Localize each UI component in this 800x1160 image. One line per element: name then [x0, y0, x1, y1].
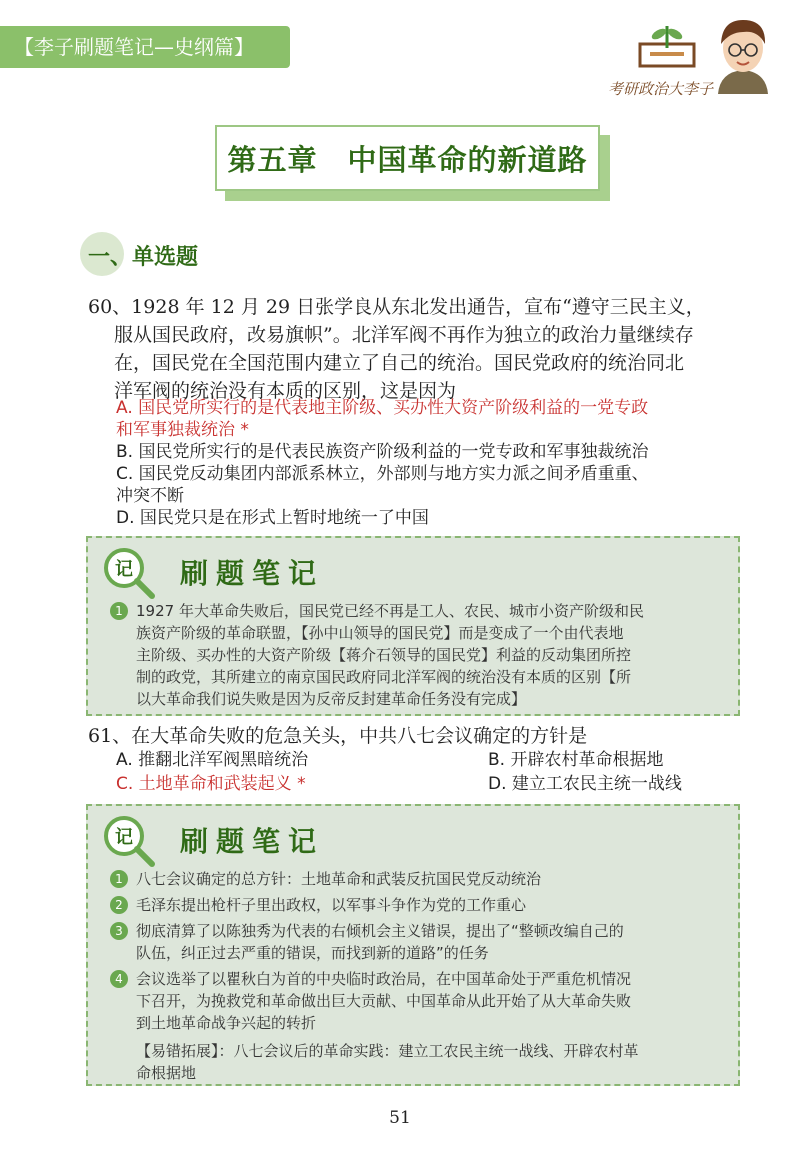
note-line: 到土地革命战争兴起的转折 — [136, 1014, 317, 1032]
note-line: 族资产阶级的革命联盟，【孙中山领导的国民党】而是变成了一个由代表地 — [136, 624, 624, 642]
option-c: C. 国民党反动集团内部派系林立，外部则与地方实力派之间矛盾重重、 — [116, 464, 649, 484]
note-line: 制的政党，其所建立的南京国民政府同北洋军阀的统治没有本质的区别【所 — [136, 668, 632, 686]
note-line: 以大革命我们说失败是因为反帝反封建革命任务没有完成】 — [136, 690, 527, 708]
bullet-1-icon: 1 — [110, 602, 128, 620]
chapter-title-box — [215, 125, 610, 201]
chapter-title: 第五章 中国革命的新道路 — [215, 125, 600, 191]
bullet-4-icon: 4 — [110, 970, 128, 988]
note-icon-label: 记 — [115, 559, 133, 580]
note-box-1 — [86, 536, 740, 716]
question-60-line-4: 洋军阀的统治没有本质的区别，这是因为 — [114, 380, 457, 402]
option-d: D. 国民党只是在形式上暂时地统一了中国 — [116, 508, 429, 528]
note-box-2 — [86, 804, 740, 1086]
note-title: 刷题笔记 — [180, 557, 325, 590]
brand-logo-icon — [632, 22, 702, 70]
option-a: A. 国民党所实行的是代表地主阶级、买办性大资产阶级利益的一党专政 — [116, 398, 649, 418]
option-d: D. 建立工农民主统一战线 — [488, 774, 682, 794]
note-line: 命根据地 — [136, 1064, 197, 1082]
question-60-line-3: 在，国民党在全国范围内建立了自己的统治。国民党政府的统治同北 — [114, 352, 685, 374]
avatar-icon — [712, 14, 774, 94]
bullet-2-icon: 2 — [110, 896, 128, 914]
brand-text: 考研政治大李子 — [608, 80, 714, 98]
note-line: 主阶级、买办性的大资产阶级【蒋介石领导的国民党】利益的反动集团所控 — [136, 646, 632, 664]
note-line: 队伍，纠正过去严重的错误，而找到新的道路”的任务 — [136, 944, 489, 962]
section-title: 一、单选题 — [88, 245, 199, 270]
option-b: B. 国民党所实行的是代表民族资产阶级利益的一党专政和军事独裁统治 — [116, 442, 649, 462]
bullet-1-icon: 1 — [110, 870, 128, 888]
note-line: 2 毛泽东提出枪杆子里出政权，以军事斗争作为党的工作重心 — [110, 894, 526, 917]
option-a: A. 推翻北洋军阀黑暗统治 — [116, 750, 309, 770]
option-a-cont: 和军事独裁统治 * — [116, 420, 249, 440]
question-60-line-2: 服从国民政府，改易旗帜”。北洋军阀不再作为独立的政治力量继续存 — [114, 324, 694, 346]
note-line: 下召开，为挽救党和革命做出巨大贡献、中国革命从此开始了从大革命失败 — [136, 992, 632, 1010]
note-title: 刷题笔记 — [180, 825, 325, 858]
option-b: B. 开辟农村革命根据地 — [488, 750, 664, 770]
magnifier-icon — [100, 812, 156, 868]
note-line: 4 会议选举了以瞿秋白为首的中央临时政治局，在中国革命处于严重危机情况 — [110, 968, 631, 991]
page-number: 51 — [389, 1108, 411, 1128]
note-line: 【易错拓展】：八七会议后的革命实践：建立工农民主统一战线、开辟农村革 — [136, 1042, 639, 1060]
option-c: C. 土地革命和武装起义 * — [116, 774, 306, 794]
note-line: 1 1927 年大革命失败后，国民党已经不再是工人、农民、城市小资产阶级和民 — [110, 600, 644, 623]
question-61-stem: 61、在大革命失败的危急关头，中共八七会议确定的方针是 — [88, 725, 588, 747]
note-line: 3 彻底清算了以陈独秀为代表的右倾机会主义错误，提出了“整顿改编自己的 — [110, 920, 624, 943]
header-tab: 【李子刷题笔记—史纲篇】 — [0, 26, 290, 68]
bullet-3-icon: 3 — [110, 922, 128, 940]
magnifier-icon — [100, 544, 156, 600]
option-c-cont: 冲突不断 — [116, 486, 184, 506]
question-60-line-1: 60、1928 年 12 月 29 日张学良从东北发出通告，宣布“遵守三民主义， — [88, 296, 705, 318]
note-line: 1 八七会议确定的总方针：土地革命和武装反抗国民党反动统治 — [110, 868, 541, 891]
note-icon-label: 记 — [115, 827, 133, 848]
